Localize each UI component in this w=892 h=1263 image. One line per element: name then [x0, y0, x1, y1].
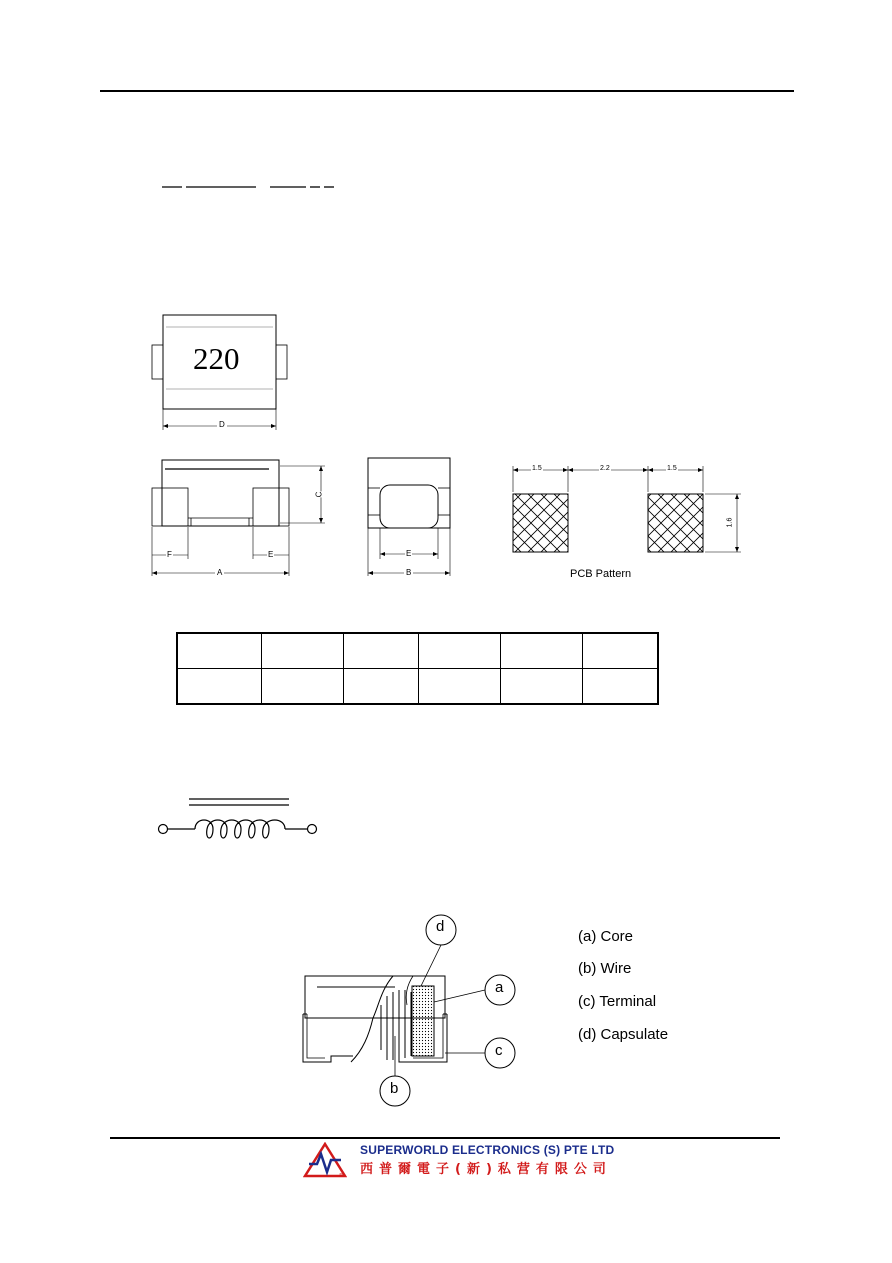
section-heading-underline	[160, 182, 340, 192]
table-row	[177, 633, 658, 669]
callout-d: d	[436, 918, 445, 935]
company-name-chinese: 西普爾電子(新)私营有限公司	[360, 1162, 612, 1177]
inductor-symbol	[155, 795, 325, 850]
callout-b: b	[390, 1080, 399, 1097]
dim-label-b: B	[406, 568, 412, 577]
table-cell	[262, 633, 344, 669]
package-side-view	[362, 455, 457, 580]
table-cell	[262, 669, 344, 705]
table-cell	[583, 669, 659, 705]
pcb-pattern	[505, 458, 750, 558]
table-cell	[583, 633, 659, 669]
construction-diagram	[295, 910, 525, 1110]
callout-a: a	[495, 979, 504, 996]
legend-capsulate: (d) Capsulate	[578, 1026, 669, 1043]
legend-terminal: (c) Terminal	[578, 993, 657, 1010]
dim-label-d: D	[219, 420, 225, 429]
legend-core: (a) Core	[578, 928, 634, 945]
svg-text:®: ®	[339, 1173, 343, 1178]
pcb-caption: PCB Pattern	[570, 568, 632, 580]
dim-label-f: F	[167, 550, 172, 559]
dim-label-c: C	[314, 491, 324, 498]
header-rule	[100, 90, 794, 92]
dim-label-e-side: E	[406, 549, 412, 558]
pcb-pad-width-left: 1.5	[532, 465, 542, 472]
callout-c: c	[495, 1042, 503, 1059]
table-row	[177, 669, 658, 705]
company-logo	[303, 1142, 347, 1178]
legend-wire: (b) Wire	[578, 960, 632, 977]
package-front-view	[145, 455, 345, 580]
table-cell	[344, 669, 419, 705]
pcb-gap: 2.2	[600, 465, 610, 472]
table-cell	[344, 633, 419, 669]
dim-label-a: A	[217, 568, 223, 577]
table-cell	[177, 633, 262, 669]
company-name-english: SUPERWORLD ELECTRONICS (S) PTE LTD	[360, 1143, 615, 1157]
dim-label-e-front: E	[268, 550, 274, 559]
table-cell	[419, 669, 501, 705]
pcb-pad-width-right: 1.5	[667, 465, 677, 472]
table-cell	[501, 669, 583, 705]
table-cell	[177, 669, 262, 705]
pcb-pad-height: 1.6	[726, 517, 734, 528]
package-marking: 220	[193, 341, 240, 376]
table-cell	[419, 633, 501, 669]
dimensions-table	[176, 632, 659, 705]
table-cell	[501, 633, 583, 669]
footer-rule	[110, 1137, 780, 1139]
